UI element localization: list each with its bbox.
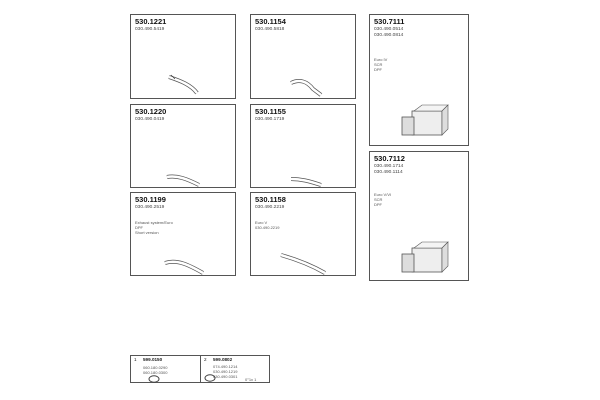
part-card-530-1221[interactable] (130, 14, 236, 99)
part-ref: 030.490.1714 (374, 164, 404, 169)
part-note: 030.490.2219 (255, 225, 280, 230)
part-number: 530.1155 (255, 107, 286, 116)
exhaust-pipe-drawing (131, 105, 237, 189)
accessory-599-0802[interactable] (201, 356, 271, 382)
accessories-table (130, 355, 270, 383)
part-number: 530.1158 (255, 195, 286, 204)
exhaust-pipe-drawing (131, 193, 237, 277)
part-note: Exhaust system/Euro (135, 220, 173, 225)
accessory-line: 074.490.1214 (213, 364, 238, 369)
exhaust-pipe-drawing (251, 105, 357, 189)
part-card-530-1155[interactable] (250, 104, 356, 188)
accessory-line: 060.180.0300 (143, 370, 168, 375)
part-card-530-1158[interactable] (250, 192, 356, 276)
part-card-530-1199[interactable] (130, 192, 236, 276)
part-card-530-7111[interactable] (369, 14, 469, 146)
part-ref: 030.490.5818 (255, 27, 285, 32)
part-ref: 030.490.1114 (374, 170, 403, 175)
part-note: Euro V/VI (374, 192, 392, 197)
part-number: 530.1220 (135, 107, 167, 116)
muffler-drawing (370, 15, 470, 147)
accessory-index: 1 (134, 357, 137, 362)
accessory-code: 599.0802 (213, 357, 233, 362)
part-note: DPF (374, 67, 382, 72)
part-note: DPF (135, 225, 143, 230)
part-ref: 030.490.2519 (135, 205, 165, 210)
part-ref: 030.490.0814 (374, 33, 404, 38)
part-ref: 030.490.0419 (135, 117, 165, 122)
muffler-drawing (370, 152, 470, 282)
accessory-extra: 0°1x 1 (245, 377, 257, 382)
part-ref: 030.490.2219 (255, 205, 285, 210)
exhaust-pipe-drawing (251, 15, 357, 100)
part-number: 530.7112 (374, 154, 405, 163)
part-ref: 030.490.1719 (255, 117, 285, 122)
part-note: Euro IV (374, 57, 388, 62)
part-ref: 030.490.0514 (374, 27, 404, 32)
part-note: SCR (374, 62, 383, 67)
part-card-530-7112[interactable] (369, 151, 469, 281)
accessory-line: 060.180.0290 (143, 365, 168, 370)
clamp-icon (203, 373, 217, 383)
accessory-index: 2 (204, 357, 207, 362)
part-number: 530.1154 (255, 17, 286, 26)
accessory-line: 030.490.1219 (213, 369, 238, 374)
part-number: 530.7111 (374, 17, 405, 26)
accessory-599-0150[interactable] (131, 356, 201, 382)
part-note: Euro V (255, 220, 268, 225)
part-number: 530.1221 (135, 17, 167, 26)
exhaust-pipe-drawing (131, 15, 237, 100)
part-card-530-1154[interactable] (250, 14, 356, 99)
part-card-530-1220[interactable] (130, 104, 236, 188)
part-ref: 030.490.5419 (135, 27, 165, 32)
part-note: Short version (135, 230, 159, 235)
part-number: 530.1199 (135, 195, 166, 204)
clamp-icon (147, 374, 161, 384)
part-note: SCR (374, 197, 383, 202)
exhaust-pipe-drawing (251, 193, 357, 277)
part-note: DPF (374, 202, 382, 207)
accessory-code: 599.0150 (143, 357, 163, 362)
accessory-line: 030.490.0301 (213, 374, 238, 379)
